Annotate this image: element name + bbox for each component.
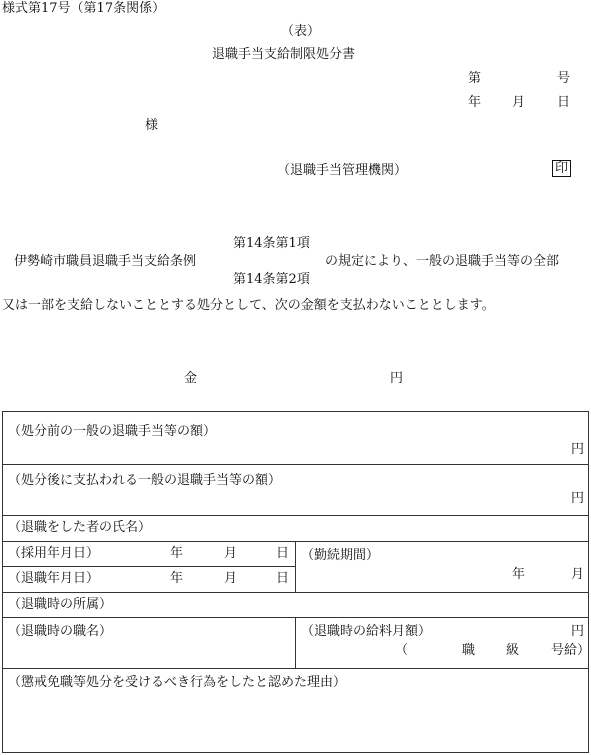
number-go: 号	[557, 71, 571, 86]
ordinance-name: 伊勢崎市職員退職手当支給条例	[14, 254, 197, 269]
article-2: 第14条第2項	[233, 272, 310, 287]
grade-gokyu: 号給）	[551, 643, 591, 658]
body-line1-tail: の規定により、一般の退職手当等の全部	[325, 254, 560, 269]
salary-unit: 円	[571, 624, 585, 639]
hire-date-label: （採用年月日）	[8, 546, 100, 561]
hire-year: 年	[170, 546, 184, 561]
position-label: （退職時の職名）	[8, 624, 113, 639]
hire-month: 月	[224, 546, 238, 561]
page-title: 退職手当支給制限処分書	[212, 47, 356, 62]
retire-date-label: （退職年月日）	[8, 571, 100, 586]
salary-label: （退職時の給料月額）	[301, 624, 432, 639]
amount-unit: 円	[390, 371, 404, 386]
authority-label: （退職手当管理機関）	[277, 163, 408, 178]
after-amount-label: （処分後に支払われる一般の退職手当等の額）	[8, 473, 282, 488]
form-number: 様式第17号（第17条関係）	[2, 1, 166, 16]
hire-day: 日	[276, 546, 290, 561]
reason-label: （懲戒免職等処分を受けるべき行為をしたと認めた理由）	[8, 675, 347, 690]
details-table	[2, 411, 589, 753]
service-year: 年	[512, 567, 526, 582]
after-amount-unit: 円	[571, 491, 585, 506]
article-1: 第14条第1項	[233, 236, 310, 251]
retire-month: 月	[224, 571, 238, 586]
department-label: （退職時の所属）	[8, 597, 113, 612]
retire-day: 日	[276, 571, 290, 586]
body-line2: 又は一部を支給しないこととする処分として、次の金額を支払わないこととします。	[2, 298, 495, 313]
date-day: 日	[557, 95, 571, 110]
service-month: 月	[571, 567, 585, 582]
before-amount-label: （処分前の一般の退職手当等の額）	[8, 424, 217, 439]
grade-open: （	[395, 643, 409, 658]
seal-stamp: 印	[552, 160, 571, 177]
before-amount-unit: 円	[571, 442, 585, 457]
amount-label: 金	[184, 371, 198, 386]
grade-kyu: 級	[506, 643, 520, 658]
date-year: 年	[468, 95, 482, 110]
retire-year: 年	[170, 571, 184, 586]
name-label: （退職をした者の氏名）	[8, 520, 152, 535]
addressee-suffix: 様	[145, 118, 159, 133]
service-period-label: （勤続期間）	[301, 548, 380, 563]
grade-shoku: 職	[462, 643, 476, 658]
side-label: （表）	[281, 24, 321, 39]
number-dai: 第	[468, 71, 482, 86]
date-month: 月	[512, 95, 526, 110]
